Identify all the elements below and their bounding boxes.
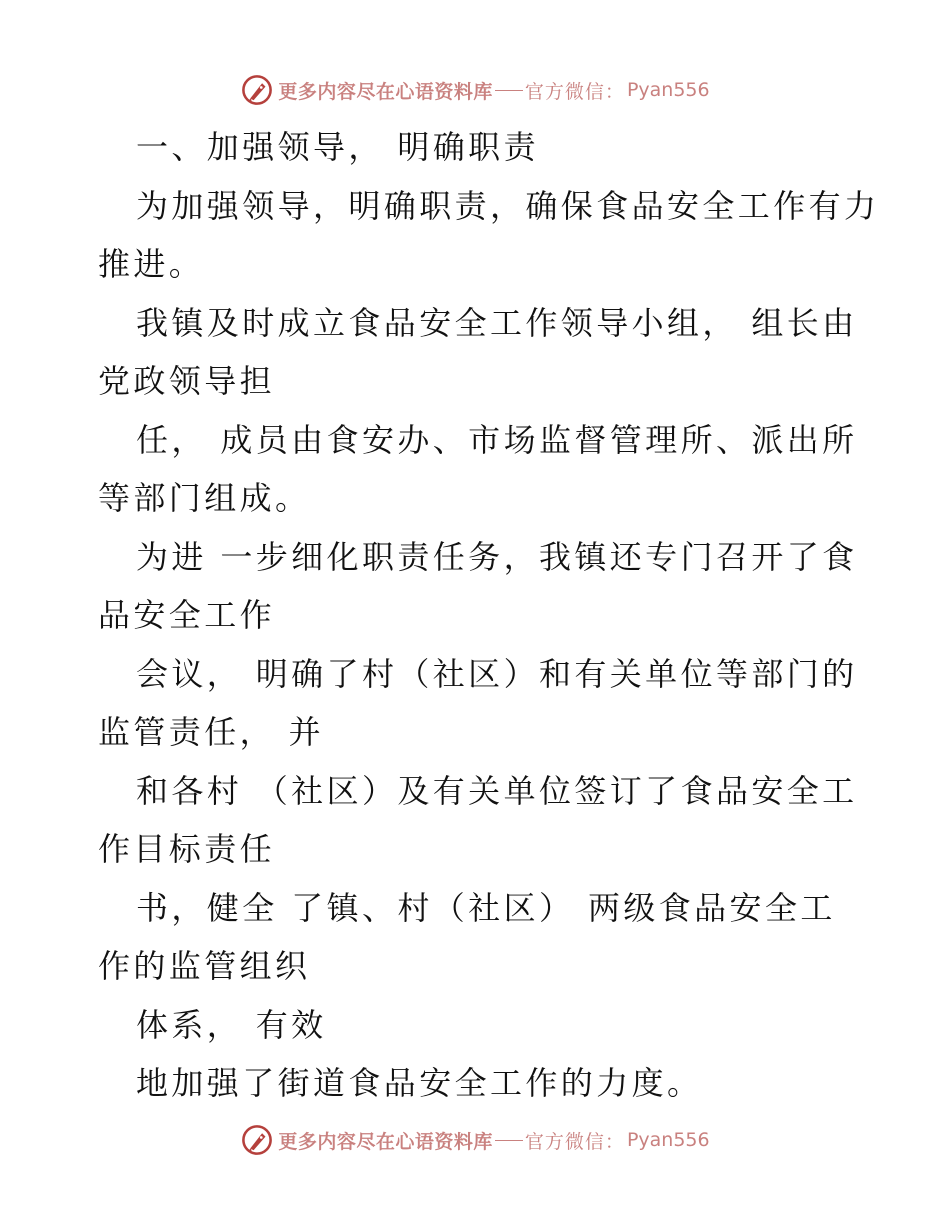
text-line: 任， 成员由食安办、市场监督管理所、派出所 xyxy=(136,420,858,459)
text-line: 等部门组成。 xyxy=(98,479,311,517)
banner-text: 更多内容尽在心语资料库 xyxy=(278,80,493,103)
text-line: 书，健全 了镇、村（社区） 两级食品安全工 xyxy=(136,888,836,927)
pen-nib-logo-icon xyxy=(240,73,274,107)
text-line: 作目标责任 xyxy=(98,830,276,868)
banner-dash xyxy=(495,90,523,91)
banner-suffix: 官方微信： xyxy=(524,80,625,103)
text-line: 党政领导担 xyxy=(98,362,276,400)
text-line: 作的监管组织 xyxy=(98,947,311,985)
banner-suffix: 官方微信： xyxy=(524,1130,625,1153)
header-banner xyxy=(0,70,950,110)
text-line: 推进。 xyxy=(98,245,205,283)
document-body xyxy=(98,118,880,1113)
pen-nib-logo-icon xyxy=(240,1123,274,1157)
text-line: 体系， 有效 xyxy=(136,1005,327,1044)
text-line: 监管责任， 并 xyxy=(98,713,324,751)
banner-dash xyxy=(495,1140,523,1141)
text-line: 品安全工作 xyxy=(98,596,276,634)
banner-text: 更多内容尽在心语资料库 xyxy=(278,1130,493,1153)
banner-wechat-id: Pyan556 xyxy=(626,1129,710,1151)
text-line: 我镇及时成立食品安全工作领导小组， 组长由 xyxy=(136,303,858,342)
text-line: 一、加强领导， 明确职责 xyxy=(136,128,539,166)
text-line: 为进 一步细化职责任务，我镇还专门召开了食 xyxy=(136,537,858,576)
text-line: 和各村 （社区）及有关单位签订了食品安全工 xyxy=(136,771,858,810)
banner-wechat-id: Pyan556 xyxy=(626,79,710,101)
text-line: 为加强领导，明确职责，确保食品安全工作有力 xyxy=(136,186,880,225)
footer-banner xyxy=(0,1120,950,1160)
text-line: 会议， 明确了村（社区）和有关单位等部门的 xyxy=(136,654,858,693)
text-line: 地加强了街道食品安全工作的力度。 xyxy=(136,1064,703,1102)
